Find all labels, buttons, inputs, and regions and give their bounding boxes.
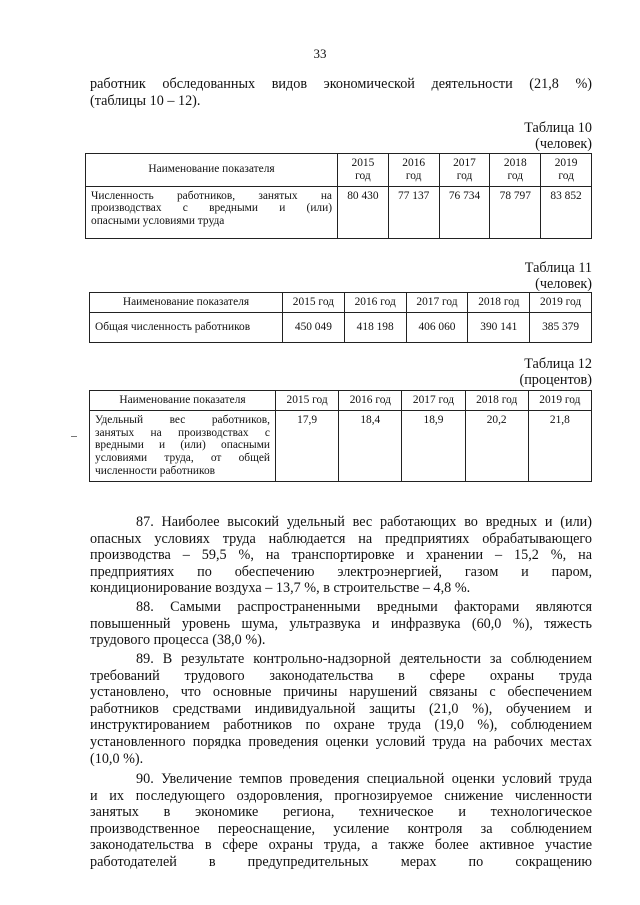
table11-header-row	[90, 293, 592, 313]
table10	[85, 153, 592, 239]
table11-value: 418 198	[344, 312, 406, 342]
table12-header-year: 2015 год	[276, 391, 339, 411]
table12-header-year: 2017 год	[402, 391, 465, 411]
table11-data-row	[90, 312, 592, 342]
table10-unit: (человек)	[535, 136, 592, 152]
table10-header-year: 2018 год	[490, 154, 541, 187]
table11-value: 390 141	[468, 312, 530, 342]
table12-value: 18,9	[402, 410, 465, 481]
intro-line: (таблицы 10 – 12).	[90, 92, 201, 109]
table10-data-row	[86, 186, 592, 238]
table12-header-year: 2018 год	[465, 391, 528, 411]
table10-header-row	[86, 154, 592, 187]
table11-header-name: Наименование показателя	[90, 293, 283, 313]
table10-row-label: Численность работников, занятых на производствах с вредными и (или) опасными условиями труда	[86, 186, 338, 238]
table11-value: 406 060	[406, 312, 468, 342]
table12-data-row	[90, 410, 592, 481]
table10-value: 80 430	[338, 186, 389, 238]
margin-mark	[71, 436, 77, 437]
table11-caption: Таблица 11	[524, 260, 592, 276]
table10-header-year: 2016 год	[388, 154, 439, 187]
page-number: 33	[313, 46, 327, 61]
table12-row-label: Удельный вес работников, занятых на производствах с вредными и (или) опасными условиями труда, от общей численности работников	[90, 410, 276, 481]
table11-header-year: 2018 год	[468, 293, 530, 313]
table10-value: 83 852	[541, 186, 592, 238]
table11-header-year: 2016 год	[344, 293, 406, 313]
table12-value: 21,8	[528, 410, 591, 481]
table11-value: 450 049	[283, 312, 345, 342]
table10-header-name: Наименование показателя	[86, 154, 338, 187]
table11-header-year: 2017 год	[406, 293, 468, 313]
table10-caption: Таблица 10	[524, 120, 592, 136]
table12	[89, 390, 592, 482]
paragraph-87: 87. Наиболее высокий удельный вес работающих во вредных и (или) опасных условиях труда наблюдается на предприятиях обрабатывающего производства – 59,5 %, на транспортировке и хранении – 15,2 %, на предприятиях по обеспечению электроэнергией, газом и паром, кондиционирование воздуха – 13,7 %, в строительстве – 4,8 %.	[90, 514, 592, 597]
table12-caption: Таблица 12	[524, 356, 592, 372]
paragraph-88: 88. Самыми распространенными вредными факторами являются повышенный уровень шума, ультразвука и инфразвука (60,0 %), тяжесть трудового процесса (38,0 %).	[90, 599, 592, 649]
paragraph-89: 89. В результате контрольно-надзорной деятельности за соблюдением требований трудового законодательства в сфере охраны труда установлено, что основные причины нарушений связаны с обеспечением работников средствами индивидуальной защиты (21,0 %), обучением и инструктированием работников по охране труда (19,0 %), соблюдением установленного порядка проведения оценки условий труда на рабочих местах (10,0 %).	[90, 651, 592, 767]
table10-header-year: 2019 год	[541, 154, 592, 187]
table12-value: 18,4	[339, 410, 402, 481]
table11-value: 385 379	[530, 312, 592, 342]
table11-unit: (человек)	[535, 276, 592, 292]
table12-value: 20,2	[465, 410, 528, 481]
table11	[89, 292, 592, 343]
table12-unit: (процентов)	[519, 372, 592, 388]
table10-header-year: 2015 год	[338, 154, 389, 187]
table10-value: 78 797	[490, 186, 541, 238]
table12-header-row	[90, 391, 592, 411]
paragraph-90: 90. Увеличение темпов проведения специальной оценки условий труда и их последующего оздоровления, прогнозируемое снижение численности занятых в экономике региона, техническое и технологическое производственное переоснащение, усиление контроля за соблюдением законодательства в сфере охраны труда, а также более активное участие работодателей в предупредительных мерах по сокращению	[90, 771, 592, 870]
table12-header-year: 2019 год	[528, 391, 591, 411]
table11-header-year: 2015 год	[283, 293, 345, 313]
table10-value: 76 734	[439, 186, 490, 238]
table12-header-year: 2016 год	[339, 391, 402, 411]
table12-header-name: Наименование показателя	[90, 391, 276, 411]
table10-value: 77 137	[388, 186, 439, 238]
table12-value: 17,9	[276, 410, 339, 481]
table11-header-year: 2019 год	[530, 293, 592, 313]
table10-header-year: 2017 год	[439, 154, 490, 187]
intro-paragraph	[90, 76, 592, 109]
intro-line: работник обследованных видов экономической деятельности (21,8 %)	[90, 76, 592, 92]
table11-row-label: Общая численность работников	[90, 312, 283, 342]
